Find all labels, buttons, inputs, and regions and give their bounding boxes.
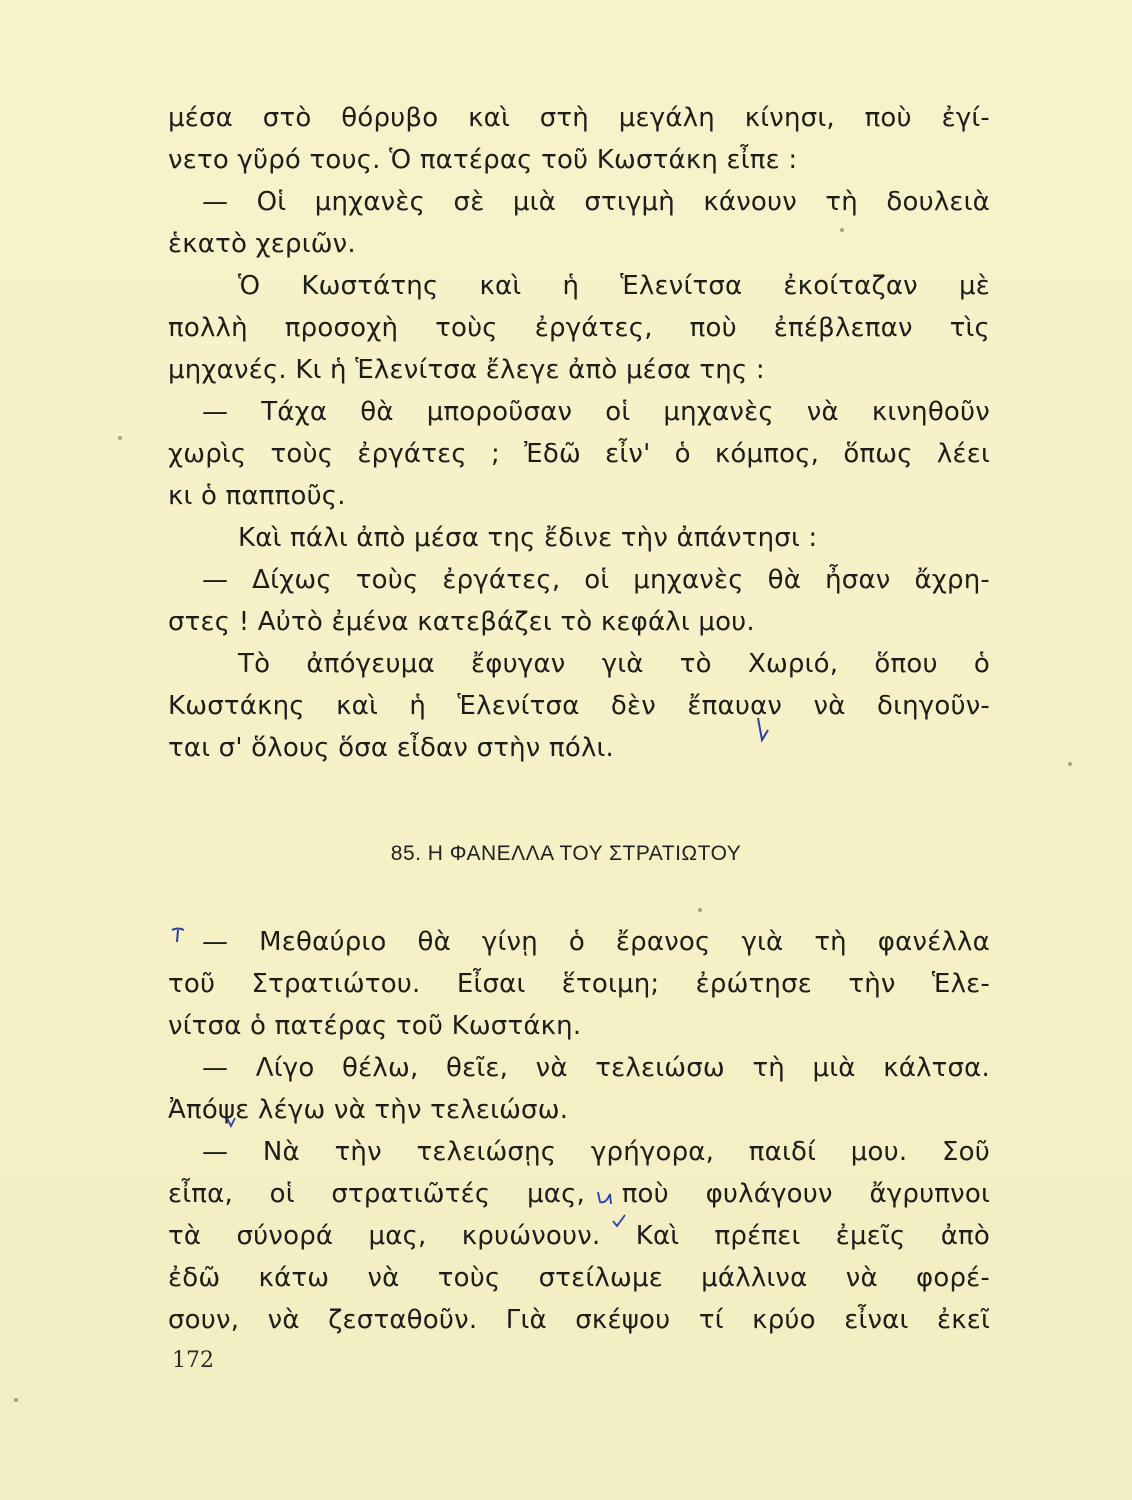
- text-line: Τὸ ἀπόγευμα ἔφυγαν γιὰ τὸ Χωριό, ὅπου ὁ: [238, 649, 990, 679]
- paper-speck: [14, 1398, 18, 1402]
- text-line: — Τάχα θὰ μποροῦσαν οἱ μηχανὲς νὰ κινηθοῦν: [202, 397, 990, 427]
- paper-speck: [840, 228, 844, 232]
- section-heading: 85. Η ΦΑΝΕΛΛΑ ΤΟΥ ΣΤΡΑΤΙΩΤΟΥ: [390, 842, 742, 865]
- pen-correction-mark: [596, 1188, 616, 1206]
- pen-check-mark: [612, 1214, 626, 1228]
- text-line: κι ὁ παπποῦς.: [168, 481, 346, 511]
- pen-accent-mark: [226, 1116, 236, 1128]
- text-line: Ὁ Κωστάτης καὶ ἡ Ἑλενίτσα ἐκοίταζαν μὲ: [238, 271, 990, 301]
- text-line: εἶπα, οἱ στρατιῶτές μας, ποὺ φυλάγουν ἄγρυπνοι: [168, 1179, 990, 1209]
- text-line: — Μεθαύριο θὰ γίνῃ ὁ ἔρανος γιὰ τὴ φανέλλα: [202, 927, 990, 957]
- text-line: στες ! Αὐτὸ ἐμένα κατεβάζει τὸ κεφάλι μου.: [168, 607, 755, 637]
- text-line: μηχανές. Κι ἡ Ἑλενίτσα ἔλεγε ἀπὸ μέσα της :: [168, 355, 765, 385]
- text-line: — Λίγο θέλω, θεῖε, νὰ τελειώσω τὴ μιὰ κάλτσα.: [202, 1053, 990, 1083]
- text-line: Κωστάκης καὶ ἡ Ἑλενίτσα δὲν ἔπαυαν νὰ διηγοῦν-: [168, 691, 990, 721]
- text-line: νίτσα ὁ πατέρας τοῦ Κωστάκη.: [168, 1011, 582, 1041]
- text-line: νετο γῦρό τους. Ὁ πατέρας τοῦ Κωστάκη εἶπε :: [168, 145, 798, 175]
- text-line: ἑκατὸ χεριῶν.: [168, 229, 356, 259]
- page-number: 172: [172, 1348, 214, 1373]
- pen-tick-mark: [756, 716, 770, 744]
- text-line: ται σ' ὅλους ὅσα εἶδαν στὴν πόλι.: [168, 733, 614, 763]
- paper-speck: [698, 908, 702, 912]
- text-line: πολλὴ προσοχὴ τοὺς ἐργάτες, ποὺ ἐπέβλεπαν τὶς: [168, 313, 990, 343]
- text-line: χωρὶς τοὺς ἐργάτες ; Ἐδῶ εἶν' ὁ κόμπος, ὅπως λέει: [168, 439, 990, 469]
- pen-margin-mark: [170, 926, 186, 944]
- paper-speck: [118, 436, 122, 440]
- text-line: μέσα στὸ θόρυβο καὶ στὴ μεγάλη κίνησι, ποὺ ἐγί-: [168, 103, 990, 133]
- text-line: σουν, νὰ ζεσταθοῦν. Γιὰ σκέψου τί κρύο εἶναι ἐκεῖ: [168, 1305, 990, 1335]
- text-line: τοῦ Στρατιώτου. Εἶσαι ἕτοιμη; ἐρώτησε τὴν Ἑλε-: [168, 969, 990, 999]
- text-line: — Οἱ μηχανὲς σὲ μιὰ στιγμὴ κάνουν τὴ δουλειὰ: [202, 187, 990, 217]
- text-line: — Δίχως τοὺς ἐργάτες, οἱ μηχανὲς θὰ ἦσαν ἄχρη-: [202, 565, 990, 595]
- text-line: Καὶ πάλι ἀπὸ μέσα της ἔδινε τὴν ἀπάντησι :: [238, 523, 818, 553]
- paper-speck: [1068, 762, 1072, 766]
- text-line: ἐδῶ κάτω νὰ τοὺς στείλωμε μάλλινα νὰ φορέ-: [168, 1263, 990, 1293]
- text-line: — Νὰ τὴν τελειώσῃς γρήγορα, παιδί μου. Σοῦ: [202, 1137, 990, 1167]
- text-line: τὰ σύνορά μας, κρυώνουν. Καὶ πρέπει ἐμεῖς ἀπὸ: [168, 1221, 990, 1251]
- text-line: Ἀπόψε λέγω νὰ τὴν τελειώσω.: [168, 1095, 569, 1125]
